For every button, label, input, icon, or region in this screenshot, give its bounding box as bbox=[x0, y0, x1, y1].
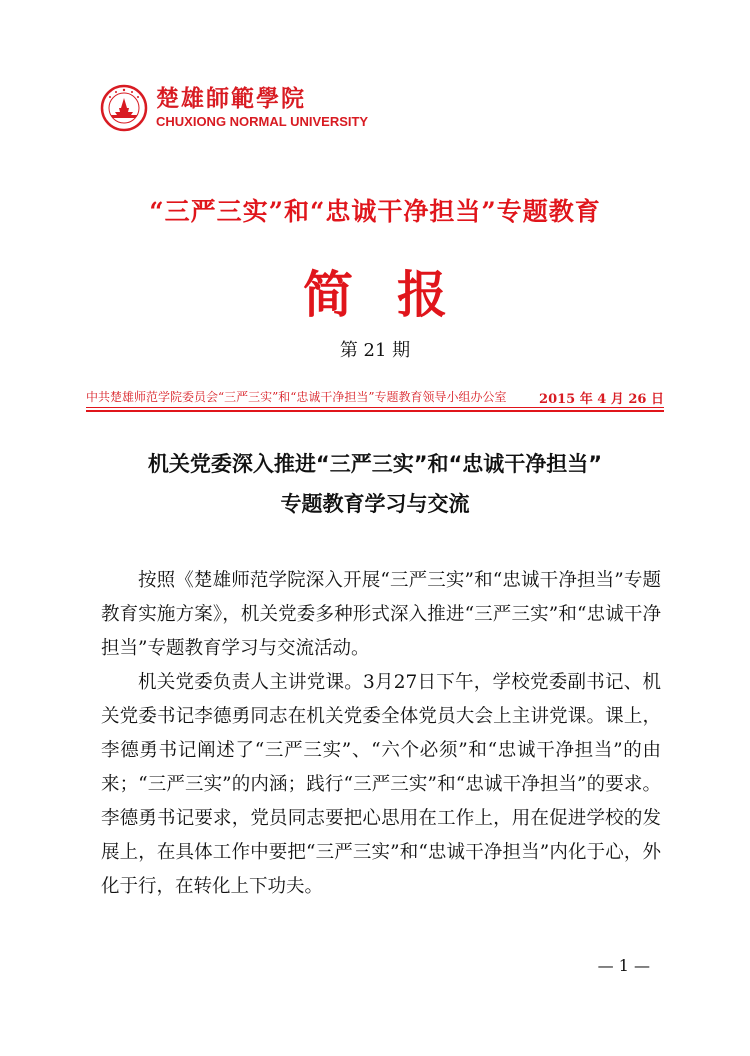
article-headline bbox=[0, 444, 750, 524]
headline-line-1: 机关党委深入推进“三严三实”和“忠诚干净担当” bbox=[147, 452, 603, 476]
university-logo bbox=[100, 84, 368, 132]
bulletin-title: 简报 bbox=[303, 265, 491, 324]
issuer: 中共楚雄师范学院委员会“三严三实”和“忠诚干净担当”专题教育领导小组办公室 bbox=[86, 390, 507, 404]
issue-date: 2015 年 4 月 26 日 bbox=[539, 392, 664, 407]
article-body bbox=[101, 564, 661, 904]
masthead-divider-thin bbox=[86, 407, 664, 408]
masthead-divider-thick bbox=[86, 410, 664, 412]
logo-english-name: CHUXIONG NORMAL UNIVERSITY bbox=[156, 114, 369, 129]
university-seal-icon bbox=[100, 84, 148, 132]
issue-number: 第 21 期 bbox=[339, 340, 411, 361]
series-title: “三严三实”和“忠诚干净担当”专题教育 bbox=[149, 197, 601, 226]
paragraph-2: 机关党委负责人主讲党课。3月27日下午，学校党委副书记、机关党委书记李德勇同志在机关党委全体党员大会上主讲党课。课上，李德勇书记阐述了“三严三实”、“六个必须”和“忠诚干净担当”的由来；“三严三实”的内涵；践行“三严三实”和“忠诚干净担当”的要求。李德勇书记要求，党员同志要把心思用在工作上，用在促进学校的发展上，在具体工作中要把“三严三实”和“忠诚干净担当”内化于心，外化于行，在转化上下功夫。 bbox=[101, 672, 661, 897]
page-number: — 1 — bbox=[597, 956, 650, 975]
headline-line-2: 专题教育学习与交流 bbox=[280, 492, 470, 516]
masthead-info-row bbox=[86, 388, 664, 406]
logo-chinese-name: 楚雄師範學院 bbox=[156, 85, 306, 112]
paragraph-1: 按照《楚雄师范学院深入开展“三严三实”和“忠诚干净担当”专题教育实施方案》，机关党委多种形式深入推进“三严三实”和“忠诚干净担当”专题教育学习与交流活动。 bbox=[101, 570, 661, 659]
